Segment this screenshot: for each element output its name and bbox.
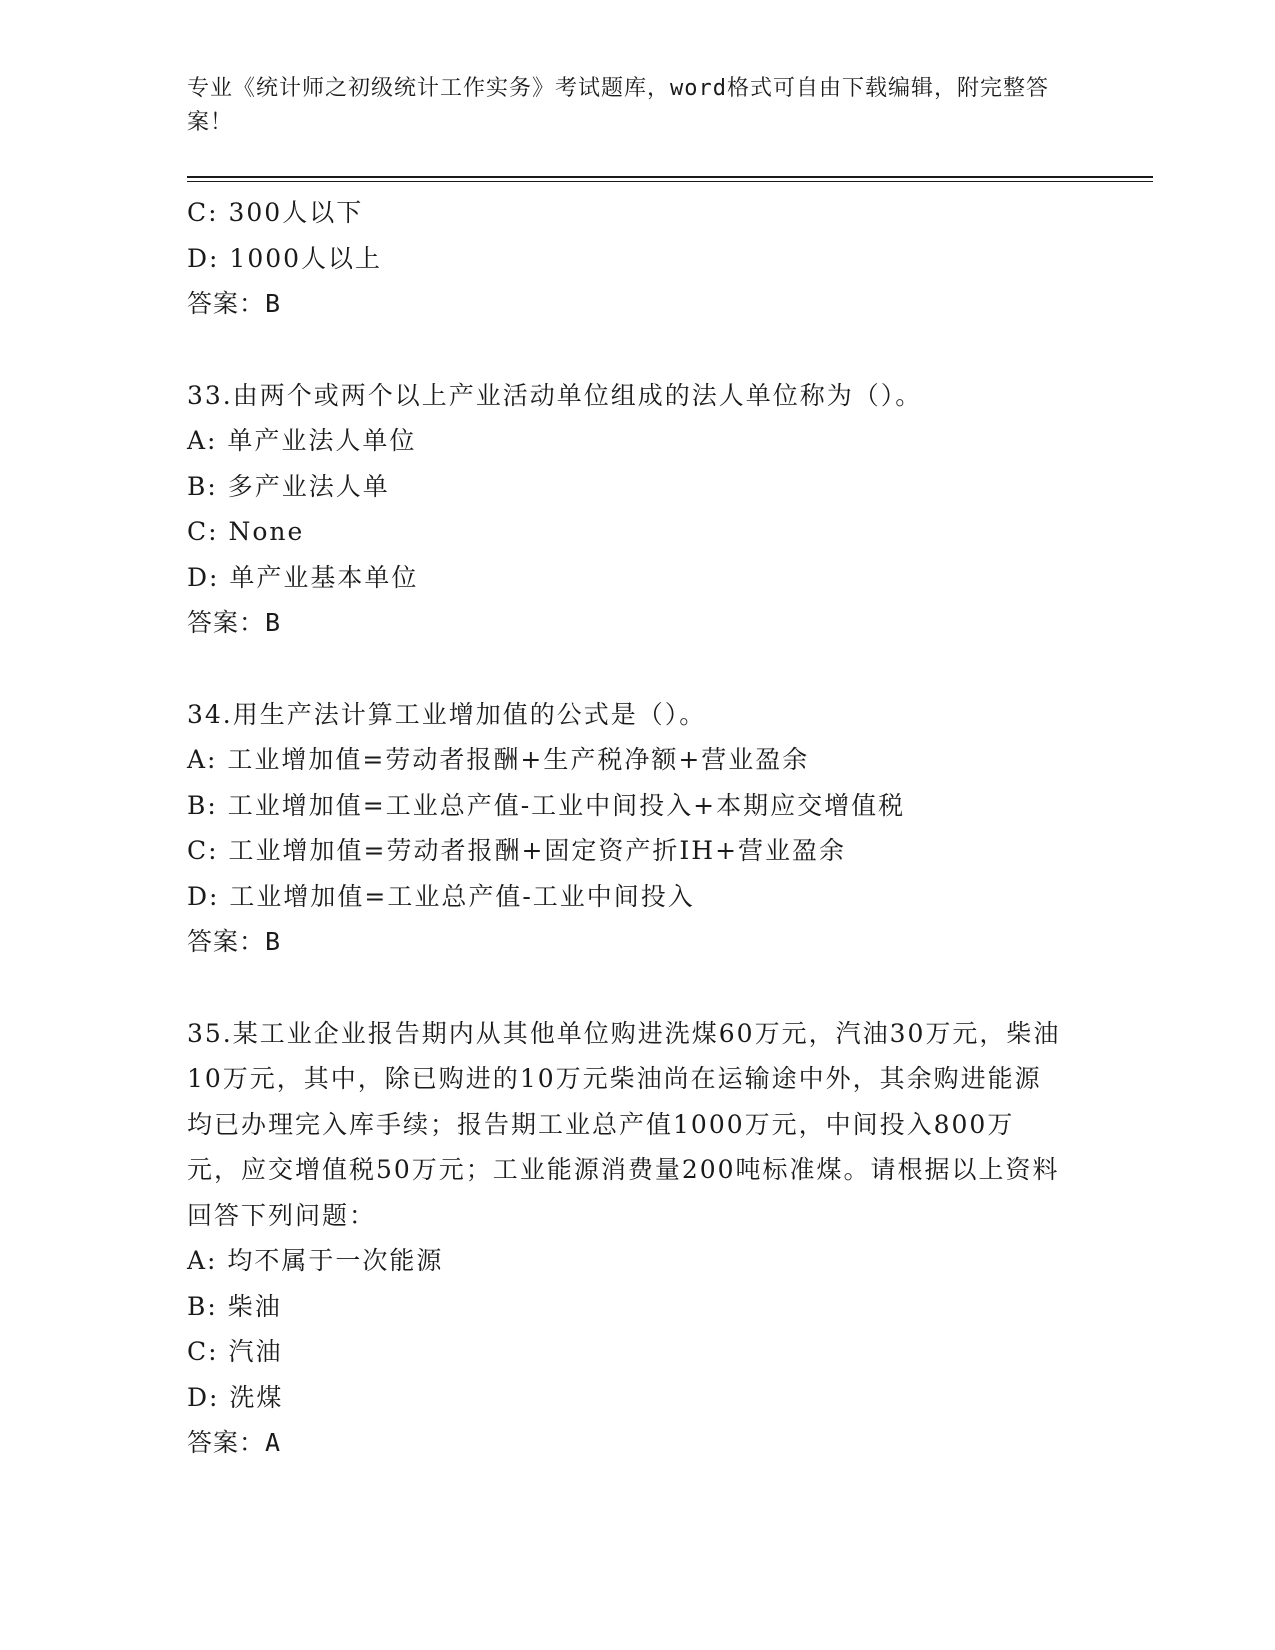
option-d: D: 单产业基本单位 <box>187 562 419 592</box>
answer: 答案：B <box>187 927 282 956</box>
spacer <box>187 646 1067 692</box>
answer: 答案：A <box>187 1428 282 1457</box>
option-a: A: 单产业法人单位 <box>187 426 417 455</box>
option-d: D: 工业增加值=工业总产值-工业中间投入 <box>187 881 695 911</box>
header-rule <box>187 176 1153 178</box>
question-33 <box>187 373 1067 646</box>
spacer <box>187 327 1067 373</box>
option-d: D: 1000人以上 <box>187 243 383 273</box>
option-c: C: 300人以下 <box>187 198 364 227</box>
option-b: B: 工业增加值=工业总产值-工业中间投入+本期应交增值税 <box>187 790 906 820</box>
question-stem: 35.某工业企业报告期内从其他单位购进洗煤60万元，汽油30万元，柴油10万元，其中，除已购进的10万元柴油尚在运输途中外，其余购进能源均已办理完入库手续；报告期工业总产值1000万元，中间投入800万元，应交增值税50万元；工业能源消费量200吨标准煤。请根据以上资料回答下列问题： <box>187 1018 1061 1230</box>
question-stem: 33.由两个或两个以上产业活动单位组成的法人单位称为（）。 <box>187 380 923 410</box>
option-a: A: 均不属于一次能源 <box>187 1246 444 1275</box>
option-c: C: 工业增加值=劳动者报酬+固定资产折IH+营业盈余 <box>187 836 847 865</box>
option-c: C: None <box>187 517 305 546</box>
header-rule-thin <box>187 181 1153 182</box>
question-34 <box>187 692 1067 965</box>
spacer <box>187 965 1067 1011</box>
question-stem: 34.用生产法计算工业增加值的公式是（）。 <box>187 699 707 729</box>
option-d: D: 洗煤 <box>187 1382 284 1412</box>
question-fragment <box>187 190 1067 327</box>
document-header: 专业《统计师之初级统计工作实务》考试题库，word格式可自由下载编辑，附完整答案！ <box>187 76 1049 135</box>
option-a: A: 工业增加值=劳动者报酬+生产税净额+营业盈余 <box>187 745 810 774</box>
option-b: B: 多产业法人单 <box>187 471 390 501</box>
question-list <box>187 190 1067 1466</box>
option-b: B: 柴油 <box>187 1291 282 1321</box>
option-c: C: 汽油 <box>187 1337 283 1366</box>
question-35 <box>187 1011 1067 1466</box>
answer: 答案：B <box>187 608 282 637</box>
answer: 答案：B <box>187 289 282 318</box>
